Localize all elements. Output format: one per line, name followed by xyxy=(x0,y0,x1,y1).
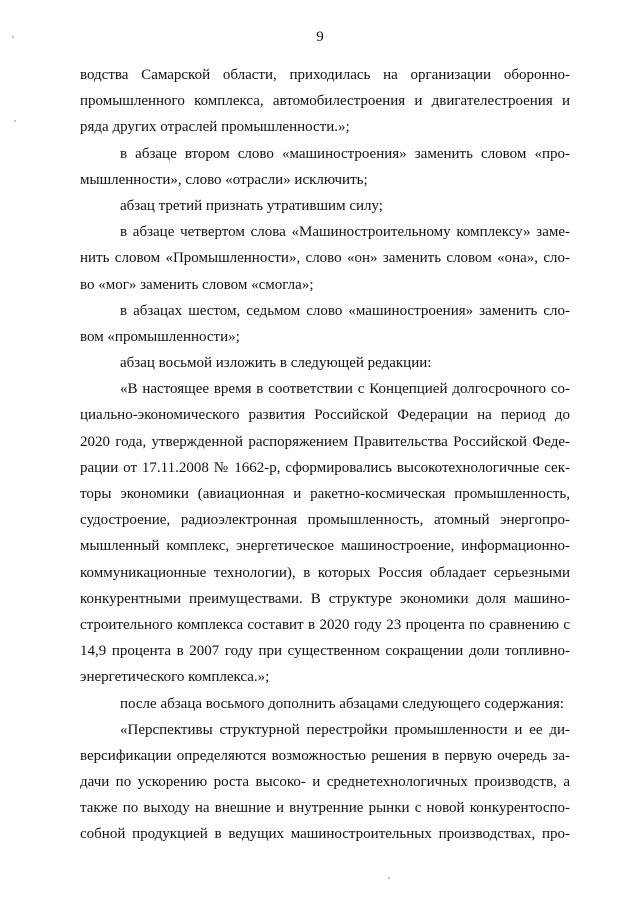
text-line: вом «промышленности»; xyxy=(80,328,240,345)
text-line: версификации определяются возможностью решения в первую очередь за- xyxy=(80,747,570,764)
paragraph xyxy=(80,350,570,376)
text-line: в абзацах шестом, седьмом слово «машиностроения» заменить сло- xyxy=(120,302,570,319)
text-line: собной продукцией в ведущих машиностроительных производствах, про- xyxy=(80,826,570,843)
paragraph xyxy=(80,141,570,193)
text-line: в абзаце втором слово «машиностроения» заменить словом «про- xyxy=(120,145,570,162)
text-line: рации от 17.11.2008 № 1662-р, сформировались высокотехнологичные сек- xyxy=(80,459,570,476)
paragraph xyxy=(80,193,570,219)
text-line: мышленный комплекс, энергетическое машиностроение, информационно- xyxy=(80,538,570,555)
text-line: 14,9 процента в 2007 году при существенном сокращении доли топливно- xyxy=(80,643,570,660)
paragraph xyxy=(80,298,570,350)
text-line: также по выходу на внешние и внутренние рынки с новой конкурентоспо- xyxy=(80,800,570,817)
text-line: абзац третий признать утратившим силу; xyxy=(120,197,383,214)
text-line: циально-экономического развития Российской Федерации на период до xyxy=(80,407,570,424)
text-line: «В настоящее время в соответствии с Концепцией долгосрочного со- xyxy=(120,381,570,398)
text-line: абзац восьмой изложить в следующей редакции: xyxy=(120,355,432,372)
scan-speck xyxy=(12,36,14,38)
text-line: «Перспективы структурной перестройки промышленности и ее ди- xyxy=(120,721,570,738)
paragraph xyxy=(80,219,570,298)
paragraph xyxy=(80,717,570,848)
paragraph xyxy=(80,376,570,690)
text-line: нить словом «Промышленности», слово «он» заменить словом «она», сло- xyxy=(80,250,570,267)
text-line: водства Самарской области, приходилась на организации оборонно- xyxy=(80,67,570,83)
text-line: энергетического комплекса.»; xyxy=(80,669,270,686)
document-body xyxy=(80,62,570,848)
text-line: коммуникационные технологии), в которых Россия обладает серьезными xyxy=(80,564,570,581)
text-line: судостроение, радиоэлектронная промышленность, атомный энергопро- xyxy=(80,512,570,529)
scan-speck xyxy=(388,877,390,879)
page-number: 9 xyxy=(316,29,324,45)
text-line: во «мог» заменить словом «смогла»; xyxy=(80,276,314,293)
text-line: мышленности», слово «отрасли» исключить; xyxy=(80,171,368,188)
text-line: 2020 года, утвержденной распоряжением Правительства Российской Феде- xyxy=(80,433,570,450)
paragraph xyxy=(80,62,570,141)
text-line: торы экономики (авиационная и ракетно-космическая промышленность, xyxy=(80,486,570,502)
text-line: промышленного комплекса, автомобилестроения и двигателестроения и xyxy=(80,93,570,110)
text-line: конкурентными преимуществами. В структуре экономики доля машино- xyxy=(80,590,570,607)
text-line: после абзаца восьмого дополнить абзацами следующего содержания: xyxy=(120,695,564,712)
text-line: в абзаце четвертом слова «Машиностроительному комплексу» заме- xyxy=(120,224,570,241)
paragraph xyxy=(80,691,570,717)
text-line: дачи по ускорению роста высоко- и среднетехнологичных производств, а xyxy=(80,774,570,791)
text-line: строительного комплекса составит в 2020 году 23 процента по сравнению с xyxy=(80,616,570,633)
text-line: ряда других отраслей промышленности.»; xyxy=(80,119,350,136)
scan-speck xyxy=(14,120,16,122)
